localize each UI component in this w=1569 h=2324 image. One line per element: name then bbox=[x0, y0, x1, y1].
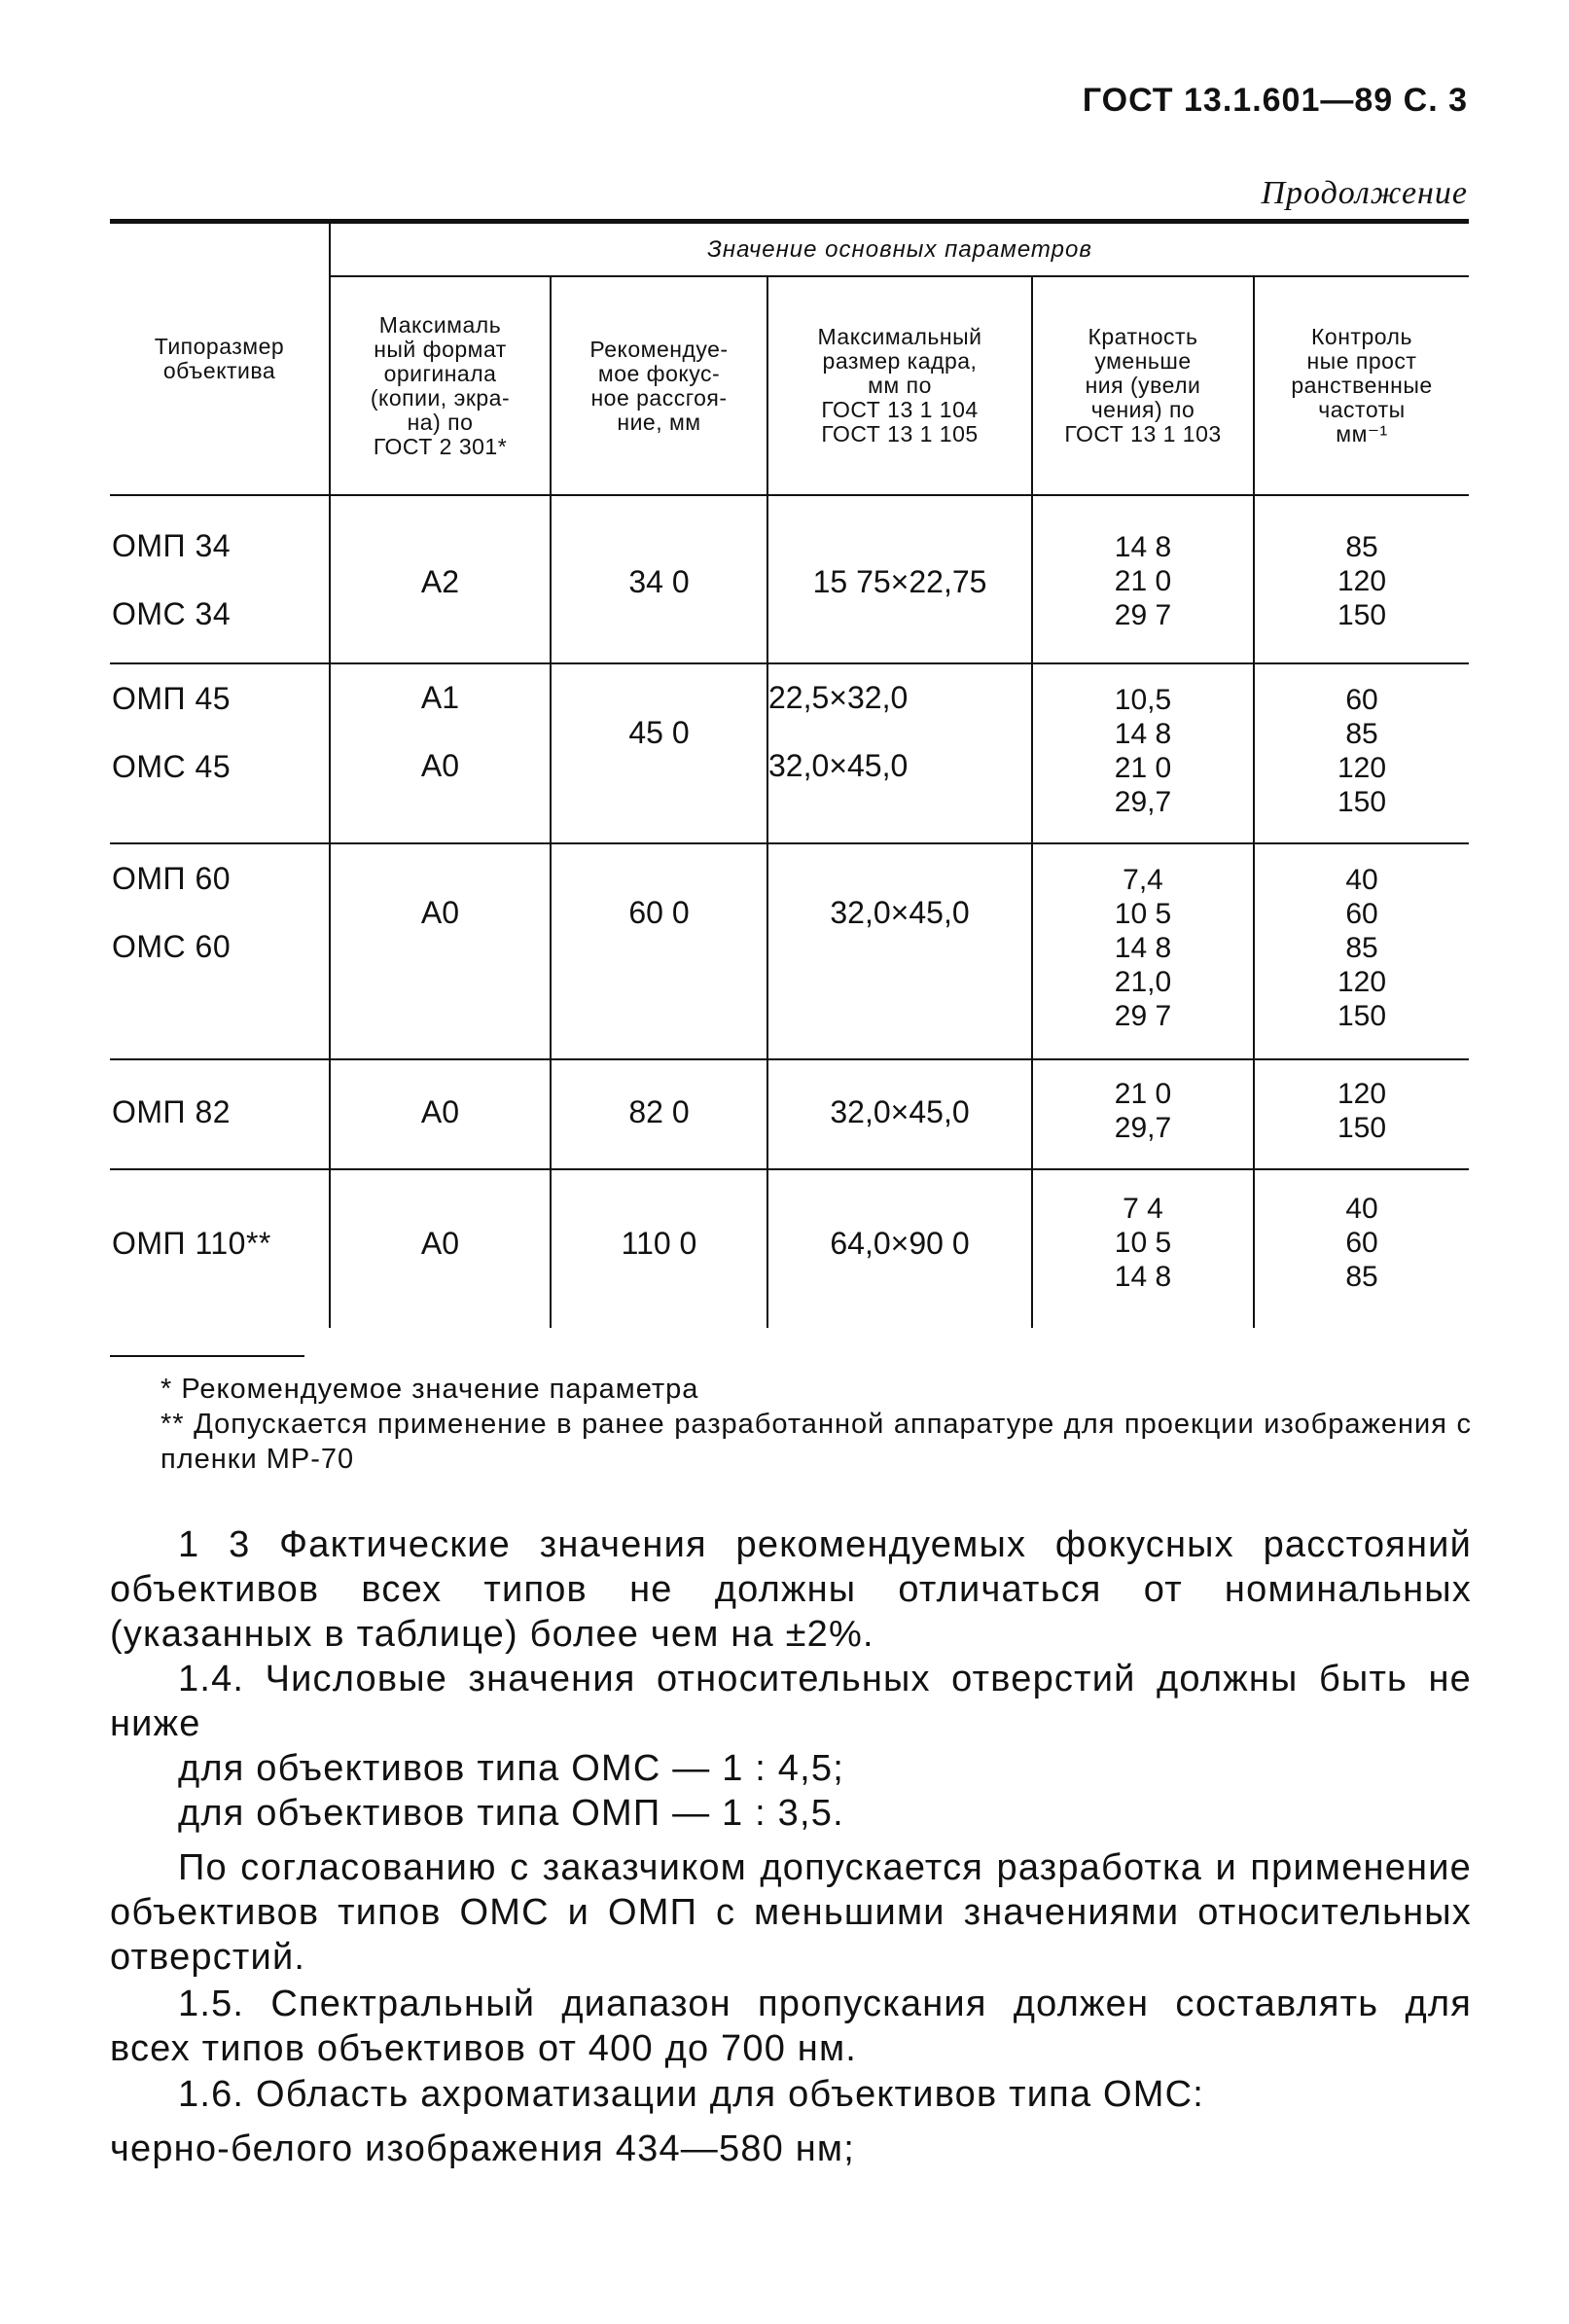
cell-format: А2 bbox=[420, 564, 460, 599]
row-rule bbox=[110, 842, 1469, 844]
cell-frame: 15 75×22,75 bbox=[812, 564, 987, 599]
cell-frame: 32,0×45,0 bbox=[830, 1094, 970, 1129]
cell-frame: 32,0×45,0 bbox=[830, 895, 970, 930]
row-type: ОМП 34 bbox=[112, 528, 232, 563]
cell-ratio: 21 0 29,7 bbox=[1114, 1078, 1172, 1144]
cell-freq: 60 85 120 150 bbox=[1337, 684, 1387, 818]
footnote-2: ** Допускается применение в ранее разработанной аппаратуре для проекции изображения с пленки МР-70 bbox=[160, 1409, 1472, 1475]
cell-freq: 120 150 bbox=[1337, 1078, 1387, 1144]
row-type: ОМС 60 bbox=[112, 929, 232, 964]
header-freq: Контроль ные прост ранственные частоты мм⁻¹ bbox=[1291, 324, 1433, 447]
paragraph-oms: для объективов типа ОМС — 1 : 4,5; bbox=[178, 1748, 844, 1789]
cell-format: А0 bbox=[420, 895, 460, 930]
cell-freq: 85 120 150 bbox=[1337, 531, 1387, 631]
header-format: Максималь ный формат оригинала (копии, экра- на) по ГОСТ 2 301* bbox=[370, 311, 511, 459]
header-group: Значение основных параметров bbox=[707, 236, 1092, 263]
parameters-table bbox=[110, 219, 1469, 1328]
paragraph-1-3: 1 3 Фактические значения рекомендуемых фокусных расстояний объективов всех типов не должны отличаться от номинальных (указанных в таблице) более чем на ±2%. bbox=[110, 1524, 1472, 1655]
cell-focal: 60 0 bbox=[628, 895, 690, 930]
cell-focal: 82 0 bbox=[628, 1094, 690, 1129]
header-frame: Максимальный размер кадра, мм по ГОСТ 13 1 104 ГОСТ 13 1 105 bbox=[817, 324, 982, 447]
page-header: ГОСТ 13.1.601—89 С. 3 bbox=[1082, 82, 1468, 119]
cell-freq: 40 60 85 bbox=[1345, 1193, 1378, 1293]
row-type: ОМС 45 bbox=[112, 749, 232, 784]
header-ratio: Кратность уменьше ния (увели чения) по ГОСТ 13 1 103 bbox=[1064, 324, 1222, 447]
paragraph-bw: черно-белого изображения 434—580 нм; bbox=[110, 2128, 856, 2169]
cell-focal: 110 0 bbox=[621, 1226, 697, 1261]
cell-format: А0 bbox=[420, 1226, 460, 1261]
row-rule bbox=[110, 1058, 1469, 1060]
continuation-label: Продолжение bbox=[1261, 175, 1468, 211]
row-rule bbox=[110, 662, 1469, 664]
footnote-1: * Рекомендуемое значение параметра bbox=[160, 1374, 699, 1405]
paragraph-1-5: 1.5. Спектральный диапазон пропускания должен составлять для всех типов объективов от 400 до 700 нм. bbox=[110, 1984, 1472, 2069]
header-type: Типоразмер объектива bbox=[154, 334, 285, 383]
paragraph-agreement: По согласованию с заказчиком допускается разработка и применение объективов типов ОМС и ОМП с меньшими значениями относительных отверстий. bbox=[110, 1847, 1472, 1978]
row-type: ОМС 34 bbox=[112, 596, 232, 631]
cell-freq: 40 60 85 120 150 bbox=[1337, 864, 1387, 1032]
footnote-rule bbox=[110, 1355, 304, 1357]
paragraph-1-4: 1.4. Числовые значения относительных отверстий должны быть не ниже bbox=[110, 1659, 1472, 1744]
row-type: ОМП 110** bbox=[112, 1226, 271, 1261]
cell-format: А0 bbox=[420, 1094, 460, 1129]
cell-ratio: 14 8 21 0 29 7 bbox=[1114, 531, 1172, 631]
row-type: ОМП 60 bbox=[112, 861, 232, 896]
row-type: ОМП 45 bbox=[112, 681, 232, 716]
cell-format: А1 А0 bbox=[420, 680, 460, 783]
cell-focal: 45 0 bbox=[628, 715, 690, 750]
header-bottom-rule bbox=[110, 494, 1469, 496]
cell-focal: 34 0 bbox=[628, 564, 690, 599]
cell-frame: 22,5×32,0 32,0×45,0 bbox=[768, 680, 909, 783]
cell-ratio: 7,4 10 5 14 8 21,0 29 7 bbox=[1114, 864, 1172, 1032]
cell-ratio: 10,5 14 8 21 0 29,7 bbox=[1114, 684, 1172, 818]
paragraph-omp: для объективов типа ОМП — 1 : 3,5. bbox=[178, 1793, 844, 1834]
paragraph-1-6: 1.6. Область ахроматизации для объективов типа ОМС: bbox=[178, 2074, 1205, 2115]
row-type: ОМП 82 bbox=[112, 1094, 232, 1129]
row-rule bbox=[110, 1168, 1469, 1170]
header-focal: Рекомендуе- мое фокус- ное рассгоя- ние, мм bbox=[589, 336, 729, 435]
cell-frame: 64,0×90 0 bbox=[830, 1226, 970, 1261]
cell-ratio: 7 4 10 5 14 8 bbox=[1114, 1193, 1172, 1293]
